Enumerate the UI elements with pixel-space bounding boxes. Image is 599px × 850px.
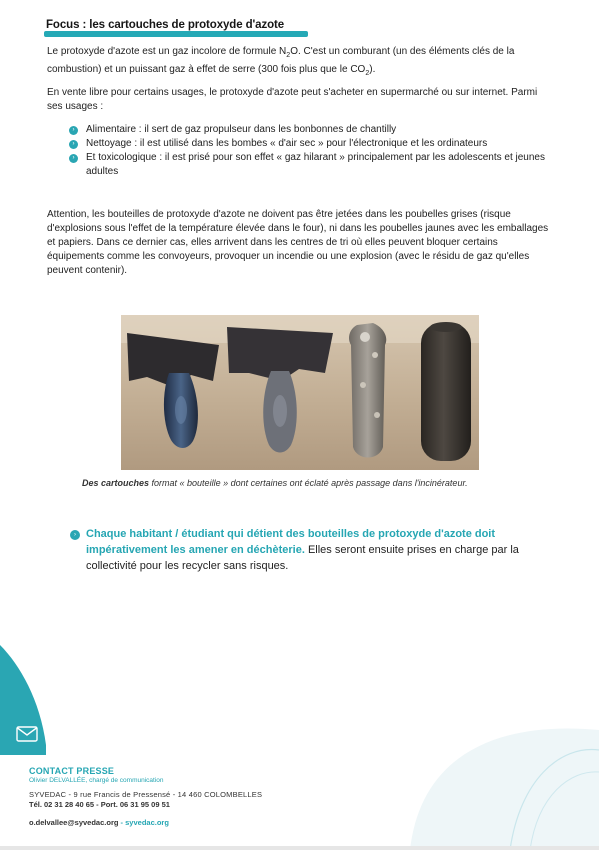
mail-icon (16, 726, 38, 742)
list-item: › Alimentaire : il sert de gaz propulseur dans les bonbonnes de chantilly (69, 123, 559, 137)
page-title: Focus : les cartouches de protoxyde d'azote (46, 19, 285, 31)
contact-email-link[interactable]: o.delvallee@syvedac.org (29, 818, 119, 827)
callout-notice (70, 526, 560, 574)
contact-title: CONTACT PRESSE (29, 766, 115, 776)
usage-intro-paragraph: En vente libre pour certains usages, le protoxyde d'azote peut s'acheter en supermarché ou sur internet. Parmi ses usages : (47, 87, 538, 112)
page-bottom-edge (0, 846, 599, 850)
cartridges-photo (121, 315, 479, 470)
light-curve-decoration (410, 700, 599, 850)
chevron-right-icon: › (69, 126, 78, 135)
chevron-right-icon: › (70, 530, 80, 540)
callout-rest: Elles seront ensuite prises en charge par la collectivité pour les recycler sans risques. (86, 544, 519, 572)
contact-website-link[interactable]: syvedac.org (125, 818, 169, 827)
contact-links (29, 818, 262, 827)
usage-list (69, 123, 559, 179)
intro-paragraph: Le protoxyde d'azote est un gaz incolore de formule $N_2O$. C'est un comburant (un des éléments clés de la combustion) et un puissant gaz à effet de serre (300 fois plus que le $CO_2$). (47, 46, 515, 77)
contact-phone: Tél. 02 31 28 40 65 - Port. 06 31 95 09 51 (29, 800, 170, 809)
title-underline (44, 31, 308, 37)
press-contact (29, 766, 262, 827)
list-item: › Nettoyage : il est utilisé dans les bombes « d'air sec » pour l'électronique et les ordinateurs (69, 137, 559, 151)
list-item: › Et toxicologique : il est prisé pour son effet « gaz hilarant » principalement par les adolescents et jeunes adultes (69, 151, 559, 179)
warning-paragraph: Attention, les bouteilles de protoxyde d'azote ne doivent pas être jetées dans les poubelles grises (risque d'explosions sous l'effet de la température élevée dans le four), ni dans les poubelles jaunes avec les emballages et papiers. Dans ce dernier cas, elles arrivent dans les centres de tri où elles peuvent bloquer certains équipements comme les convoyeurs, provoquer un incendie ou une explosion (avec le résidu de gaz qu'elles peuvent contenir). (47, 209, 549, 276)
callout-highlight: Chaque habitant / étudiant qui détient des bouteilles de protoxyde d'azote doit impérativement les amener en déchèterie. (86, 528, 496, 556)
chevron-right-icon: › (69, 154, 78, 163)
contact-separator: - (120, 818, 124, 827)
contact-address: SYVEDAC - 9 rue Francis de Pressensé - 14 460 COLOMBELLES (29, 790, 263, 799)
contact-name: Olivier DELVALLÉE, chargé de communication (29, 777, 164, 784)
cartridges-illustration (121, 315, 479, 470)
photo-caption: Des cartouches format « bouteille » dont certaines ont éclaté après passage dans l'incinérateur. (82, 478, 468, 488)
chevron-right-icon: › (69, 140, 78, 149)
